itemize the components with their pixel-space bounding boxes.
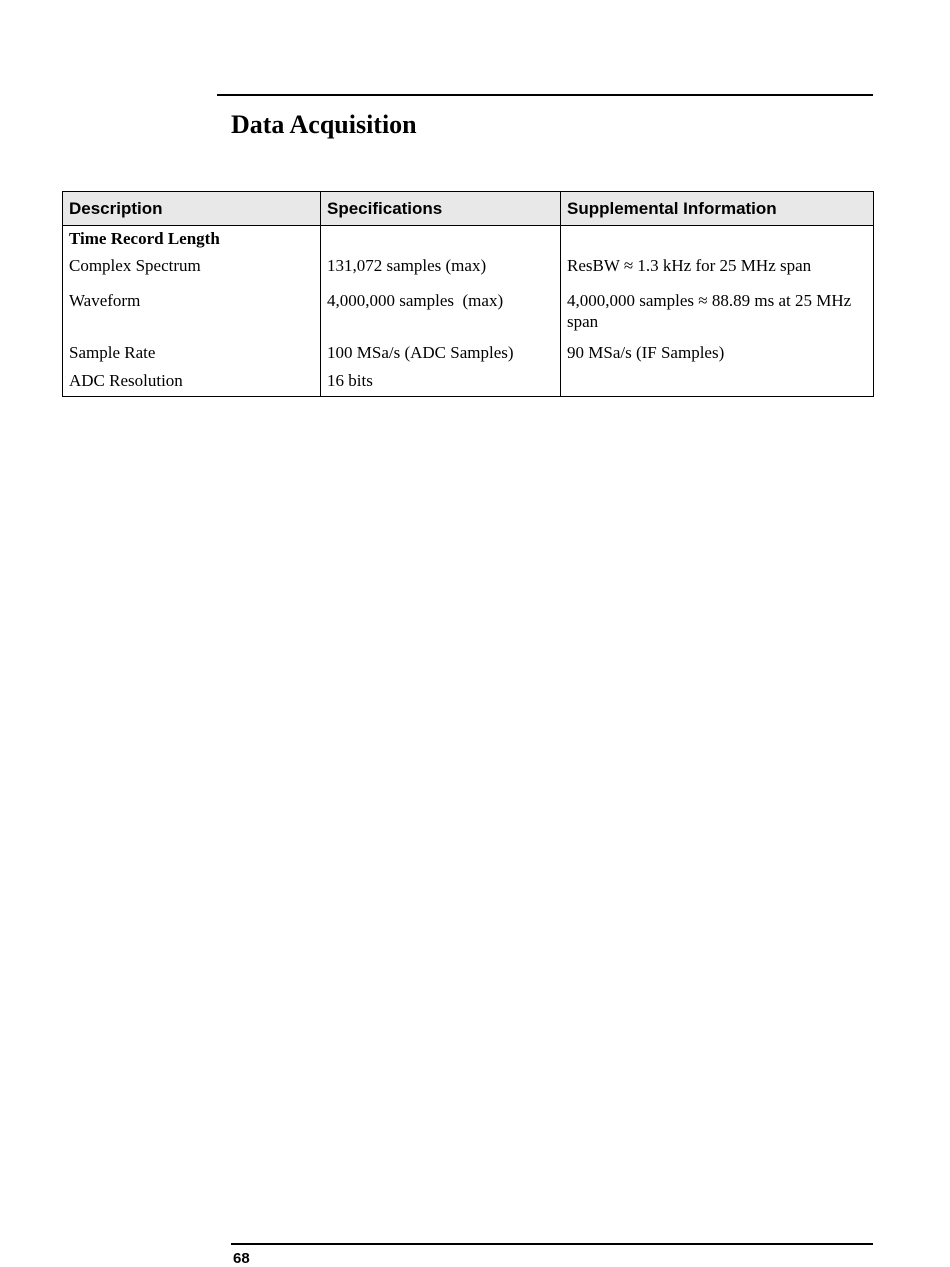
group-label-text: Time Record Length [69, 229, 220, 248]
specification-table [62, 191, 874, 397]
header-supplemental-information: Supplemental Information [561, 192, 874, 226]
table-row [63, 368, 874, 397]
table-row [63, 338, 874, 368]
empty-cell [321, 226, 561, 252]
header-specifications: Specifications [321, 192, 561, 226]
header-description: Description [63, 192, 321, 226]
cell-supplemental [561, 368, 874, 397]
cell-supplemental: 90 MSa/s (IF Samples) [561, 338, 874, 368]
table-header-row [63, 192, 874, 226]
footer-rule [231, 1243, 873, 1245]
cell-specification: 100 MSa/s (ADC Samples) [321, 338, 561, 368]
top-rule [217, 94, 873, 96]
section-title: Data Acquisition [231, 110, 417, 139]
cell-supplemental: ResBW ≈ 1.3 kHz for 25 MHz span [561, 251, 874, 286]
cell-description: Waveform [63, 286, 321, 338]
cell-specification: 131,072 samples (max) [321, 251, 561, 286]
cell-description: ADC Resolution [63, 368, 321, 397]
table-row [63, 286, 874, 338]
cell-description: Sample Rate [63, 338, 321, 368]
group-label-time-record-length [63, 226, 321, 252]
cell-supplemental: 4,000,000 samples ≈ 88.89 ms at 25 MHz span [561, 286, 874, 338]
table-row [63, 226, 874, 252]
cell-description: Complex Spectrum [63, 251, 321, 286]
empty-cell [561, 226, 874, 252]
cell-specification: 16 bits [321, 368, 561, 397]
cell-specification: 4,000,000 samples (max) [321, 286, 561, 338]
page-number: 68 [233, 1250, 250, 1267]
table-row [63, 251, 874, 286]
